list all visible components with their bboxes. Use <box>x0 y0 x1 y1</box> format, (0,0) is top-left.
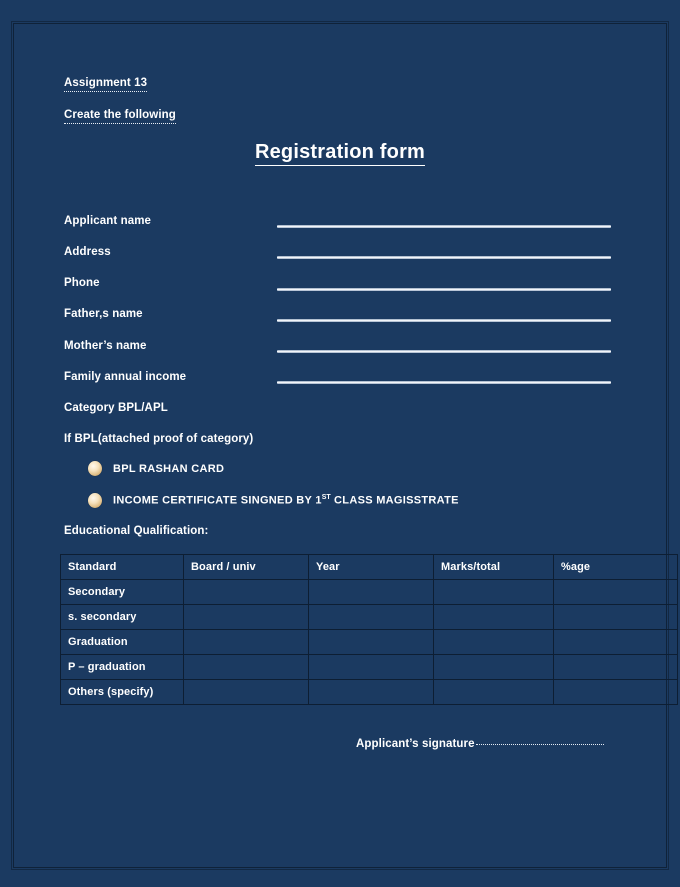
signature-label: Applicant’s signature <box>356 738 475 750</box>
field-label-address: Address <box>64 246 111 258</box>
table-row <box>61 605 678 630</box>
field-rule-phone[interactable] <box>277 288 611 291</box>
income-certificate-superscript: ST <box>321 494 331 502</box>
bullet-item-bpl-rashan-card-label: BPL RASHAN CARD <box>113 462 225 475</box>
field-label-phone: Phone <box>64 277 100 289</box>
column-header-standard: Standard <box>61 555 184 580</box>
signature-block <box>356 738 604 750</box>
instruction-label: Create the following <box>64 108 176 124</box>
cell-percent-age[interactable] <box>554 605 678 630</box>
cell-percent-age[interactable] <box>554 680 678 705</box>
cell-marks-total[interactable] <box>434 680 554 705</box>
field-label-fathers-name: Father,s name <box>64 308 143 320</box>
cell-standard: s. secondary <box>61 605 184 630</box>
page-title-text: Registration form <box>255 141 425 166</box>
table-header-row <box>61 555 678 580</box>
education-heading: Educational Qualification: <box>64 525 209 537</box>
bpl-proof-line: If BPL(attached proof of category) <box>64 433 254 445</box>
field-rule-family-income[interactable] <box>277 381 611 384</box>
cell-board-univ[interactable] <box>184 605 309 630</box>
cell-standard: Others (specify) <box>61 680 184 705</box>
education-qualification-table <box>60 554 678 705</box>
field-label-family-income: Family annual income <box>64 371 187 383</box>
cell-year[interactable] <box>309 605 434 630</box>
cell-standard: Secondary <box>61 580 184 605</box>
category-line: Category BPL/APL <box>64 402 168 414</box>
field-label-mothers-name: Mother’s name <box>64 340 147 352</box>
cell-board-univ[interactable] <box>184 680 309 705</box>
cell-board-univ[interactable] <box>184 580 309 605</box>
table-row <box>61 655 678 680</box>
column-header-year: Year <box>309 555 434 580</box>
bullet-item-bpl-rashan-card[interactable] <box>88 461 224 476</box>
cell-marks-total[interactable] <box>434 630 554 655</box>
table-row <box>61 630 678 655</box>
cell-percent-age[interactable] <box>554 630 678 655</box>
cell-year[interactable] <box>309 580 434 605</box>
field-label-applicant-name: Applicant name <box>64 215 152 227</box>
column-header-board-univ: Board / univ <box>184 555 309 580</box>
bullet-item-income-certificate[interactable] <box>88 493 459 508</box>
sphere-bullet-icon <box>88 461 102 476</box>
field-rule-applicant-name[interactable] <box>277 225 611 228</box>
bullet-item-income-certificate-label <box>113 494 459 507</box>
cell-marks-total[interactable] <box>434 655 554 680</box>
field-rule-address[interactable] <box>277 256 611 259</box>
cell-board-univ[interactable] <box>184 655 309 680</box>
table-row <box>61 680 678 705</box>
field-rule-fathers-name[interactable] <box>277 319 611 322</box>
cell-board-univ[interactable] <box>184 630 309 655</box>
table-row <box>61 580 678 605</box>
field-rule-mothers-name[interactable] <box>277 350 611 353</box>
signature-dotted-line[interactable] <box>476 744 604 745</box>
cell-percent-age[interactable] <box>554 655 678 680</box>
cell-standard: Graduation <box>61 630 184 655</box>
column-header-marks-total: Marks/total <box>434 555 554 580</box>
sphere-bullet-icon <box>88 493 102 508</box>
cell-year[interactable] <box>309 655 434 680</box>
income-certificate-text-after: CLASS MAGISSTRATE <box>330 494 459 507</box>
column-header-percent-age: %age <box>554 555 678 580</box>
cell-year[interactable] <box>309 630 434 655</box>
cell-marks-total[interactable] <box>434 580 554 605</box>
assignment-label: Assignment 13 <box>64 76 147 92</box>
income-certificate-text-before: INCOME CERTIFICATE SINGNED BY 1 <box>113 494 322 507</box>
cell-year[interactable] <box>309 680 434 705</box>
cell-standard: P – graduation <box>61 655 184 680</box>
cell-marks-total[interactable] <box>434 605 554 630</box>
cell-percent-age[interactable] <box>554 580 678 605</box>
page-title <box>0 141 680 164</box>
